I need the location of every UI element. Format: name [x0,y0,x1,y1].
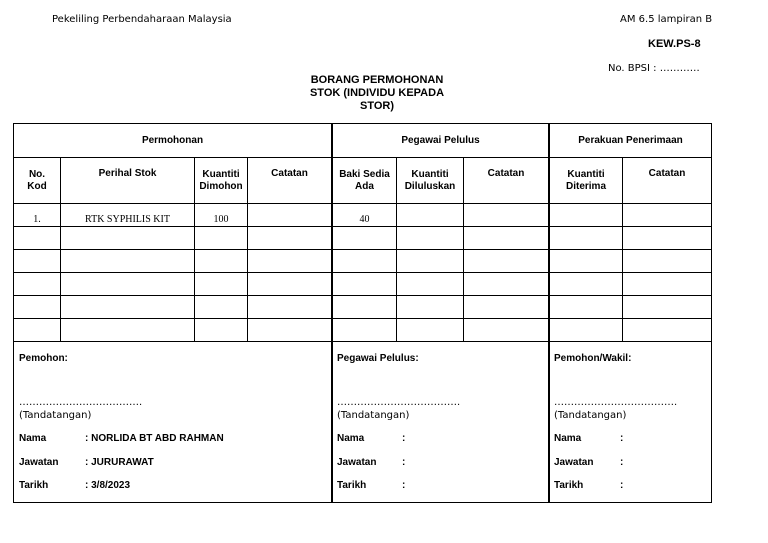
wakil-tarikh-label: Tarikh [554,480,584,491]
row-1-kuantiti-dimohon: 100 [213,213,229,225]
section-perakuan-penerimaan: Perakuan Penerimaan [578,134,683,146]
pemohon-label: Pemohon: [19,353,68,364]
row-1-no-kod: 1. [33,213,41,225]
wakil-jawatan-value: : [620,457,624,468]
form-title: BORANG PERMOHONAN STOK (INDIVIDU KEPADA STOR) [309,74,445,112]
form-code: KEW.PS-8 [648,38,701,50]
pemohon-nama-value: : NORLIDA BT ABD RAHMAN [85,433,224,444]
col-kuantiti-diterima: Kuantiti Diterima [565,168,606,192]
col-perihal-stok: Perihal Stok [98,168,157,179]
pemohon-nama-label: Nama [19,433,47,444]
wakil-tarikh-value: : [620,480,624,491]
pelulus-label: Pegawai Pelulus: [337,353,419,364]
wakil-signature-line: ………………………………. [554,397,678,408]
wakil-nama-value: : [620,433,624,444]
col-catatan-penerimaan: Catatan [648,168,686,179]
pemohon-tarikh-value: : 3/8/2023 [85,480,131,491]
pelulus-tarikh-label: Tarikh [337,480,367,491]
pelulus-jawatan-label: Jawatan [337,457,377,468]
col-kuantiti-dimohon: Kuantiti Dimohon [199,168,243,192]
pemohon-tandatangan: (Tandatangan) [19,410,92,421]
row-1-baki-sedia-ada: 40 [359,213,370,225]
bpsi-number: No. BPSI : ………… [608,63,700,74]
circular-reference: Pekeliling Perbendaharaan Malaysia [52,14,232,25]
pelulus-tandatangan: (Tandatangan) [337,410,410,421]
row-1-perihal-stok: RTK SYPHILIS KIT [85,213,170,225]
section-permohonan: Permohonan [141,134,204,146]
pelulus-nama-label: Nama [337,433,365,444]
col-no-kod: No. Kod [27,168,47,192]
col-kuantiti-diluluskan: Kuantiti Diluluskan [404,168,456,192]
pelulus-nama-value: : [402,433,406,444]
wakil-nama-label: Nama [554,433,582,444]
pemohon-signature-line: ………………………………. [19,397,143,408]
pemohon-tarikh-label: Tarikh [19,480,49,491]
col-baki-sedia-ada: Baki Sedia Ada [339,168,390,192]
pelulus-jawatan-value: : [402,457,406,468]
col-catatan-pelulus: Catatan [487,168,525,179]
wakil-jawatan-label: Jawatan [554,457,594,468]
wakil-label: Pemohon/Wakil: [554,353,632,364]
col-catatan-permohonan: Catatan [271,168,308,179]
pelulus-tarikh-value: : [402,480,406,491]
pemohon-jawatan-value: : JURURAWAT [85,457,154,468]
pelulus-signature-line: ………………………………. [337,397,461,408]
pemohon-jawatan-label: Jawatan [19,457,59,468]
stock-request-table [13,123,712,503]
wakil-tandatangan: (Tandatangan) [554,410,627,421]
section-pegawai-pelulus: Pegawai Pelulus [401,134,480,146]
appendix-reference: AM 6.5 lampiran B [620,14,713,25]
